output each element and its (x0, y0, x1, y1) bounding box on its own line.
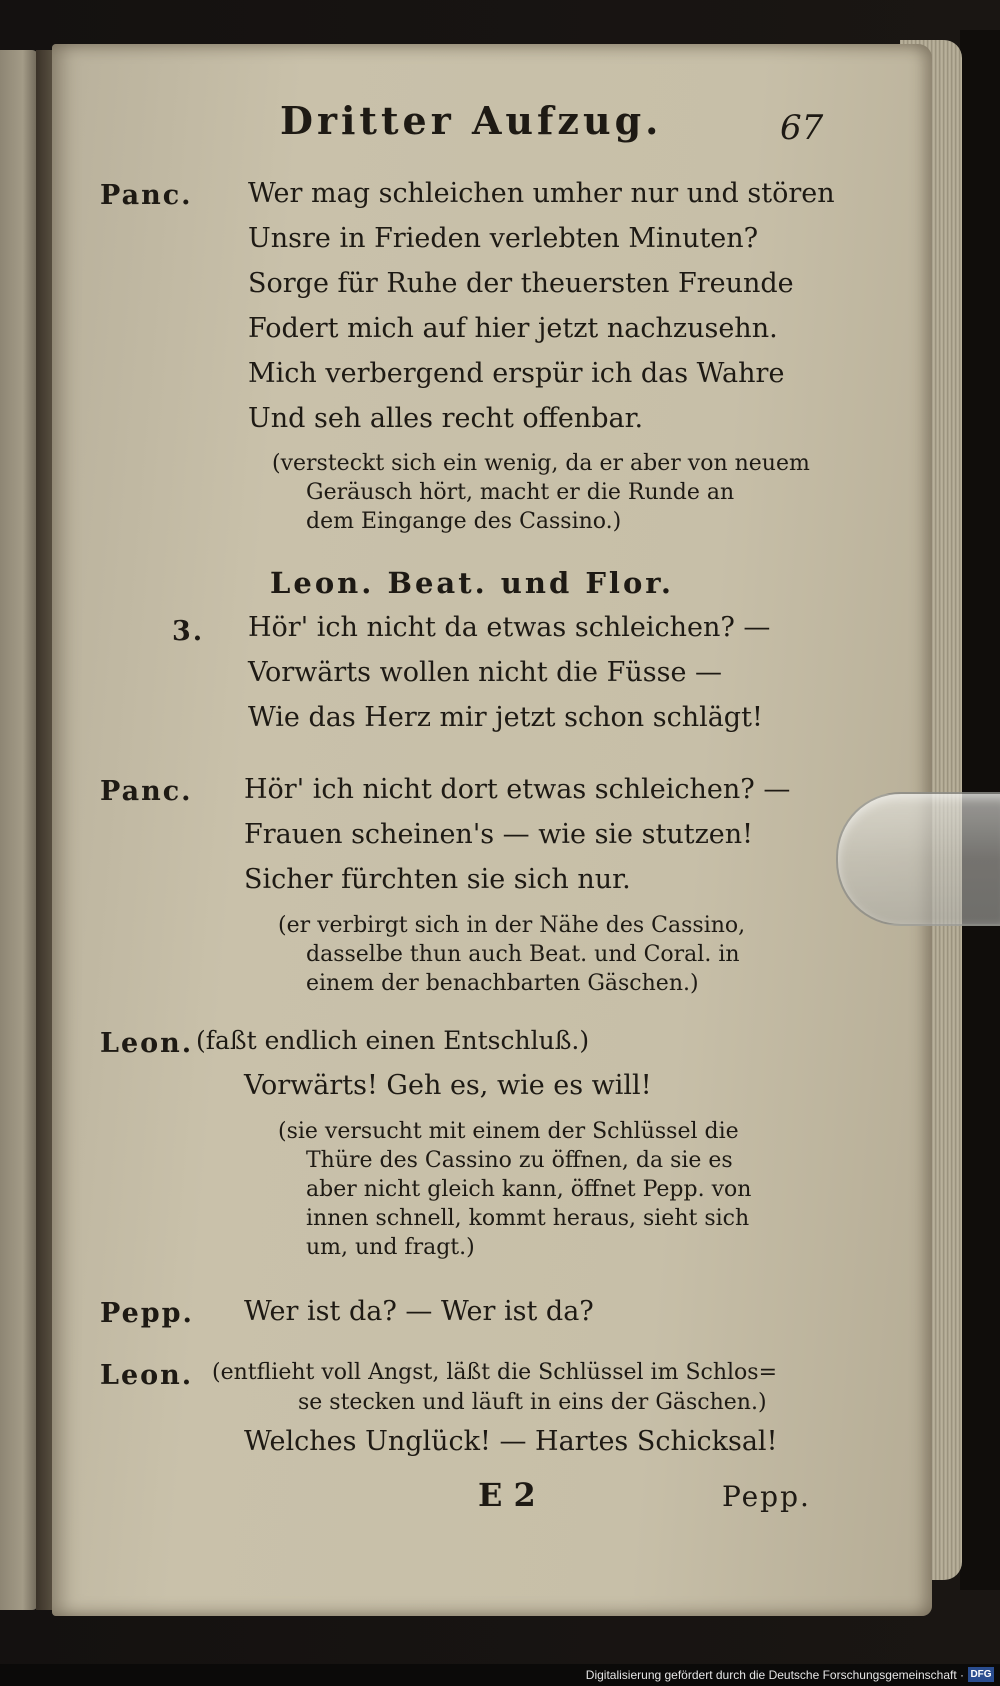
stage-direction: (entflieht voll Angst, läßt die Schlüssel im Schlos= (212, 1360, 778, 1385)
verse-line: Vorwärts! Geh es, wie es will! (244, 1070, 652, 1101)
speaker-label: 3. (172, 616, 205, 647)
verse-line: Hör' ich nicht da etwas schleichen? — (248, 612, 771, 643)
stage-direction: um, und fragt.) (306, 1235, 475, 1260)
stage-direction: (er verbirgt sich in der Nähe des Cassino, (278, 913, 746, 938)
page-number: 67 (780, 108, 824, 148)
speaker-label: Panc. (100, 776, 193, 807)
verse-line: Frauen scheinen's — wie sie stutzen! (244, 819, 754, 850)
stage-direction: Thüre des Cassino zu öffnen, da sie es (306, 1148, 733, 1173)
verse-line: Sorge für Ruhe der theuersten Freunde (248, 268, 794, 299)
speaker-label: Pepp. (100, 1298, 194, 1329)
stage-direction: Geräusch hört, macht er die Runde an (306, 480, 735, 505)
verse-line: Unsre in Frieden verlebten Minuten? (248, 223, 759, 254)
verse-line: Mich verbergend erspür ich das Wahre (248, 358, 785, 389)
verse-line: Und seh alles recht offenbar. (248, 403, 644, 434)
verse-line: Wer mag schleichen umher nur und stören (248, 178, 835, 209)
verse-line: Sicher fürchten sie sich nur. (244, 864, 631, 895)
dfg-logo-icon: DFG (968, 1667, 994, 1682)
inline-stage-direction: (faßt endlich einen Entschluß.) (196, 1026, 590, 1055)
stage-direction: dasselbe thun auch Beat. und Coral. in (306, 942, 740, 967)
stage-direction: aber nicht gleich kann, öffnet Pepp. von (306, 1177, 752, 1202)
speaker-label: Panc. (100, 180, 193, 211)
signature-mark: E 2 (478, 1476, 536, 1514)
verse-line: Wie das Herz mir jetzt schon schlägt! (248, 702, 763, 733)
verse-line: Welches Unglück! — Hartes Schicksal! (244, 1426, 778, 1457)
cast-heading: Leon. Beat. und Flor. (270, 566, 675, 600)
speaker-label: Leon. (100, 1360, 194, 1391)
stage-direction: (sie versucht mit einem der Schlüssel die (278, 1119, 739, 1144)
stage-direction: se stecken und läuft in eins der Gäschen.) (298, 1390, 767, 1415)
stage-direction: einem der benachbarten Gäschen.) (306, 971, 699, 996)
speaker-label: Leon. (100, 1028, 194, 1059)
stage-direction: innen schnell, kommt heraus, sieht sich (306, 1206, 750, 1231)
attribution-text: Digitalisierung gefördert durch die Deutsche Forschungsgemeinschaft · (585, 1668, 964, 1682)
catchword: Pepp. (722, 1480, 811, 1513)
verse-line: Vorwärts wollen nicht die Füsse — (248, 657, 723, 688)
paper-clip-icon (836, 792, 1000, 926)
verse-line: Fodert mich auf hier jetzt nachzusehn. (248, 313, 778, 344)
verse-line: Hör' ich nicht dort etwas schleichen? — (244, 774, 791, 805)
stage-direction: dem Eingange des Cassino.) (306, 509, 622, 534)
stage-direction: (versteckt sich ein wenig, da er aber von neuem (272, 451, 810, 476)
left-page-edge (0, 50, 38, 1610)
running-title: Dritter Aufzug. (280, 98, 663, 143)
verse-line: Wer ist da? — Wer ist da? (244, 1296, 594, 1327)
